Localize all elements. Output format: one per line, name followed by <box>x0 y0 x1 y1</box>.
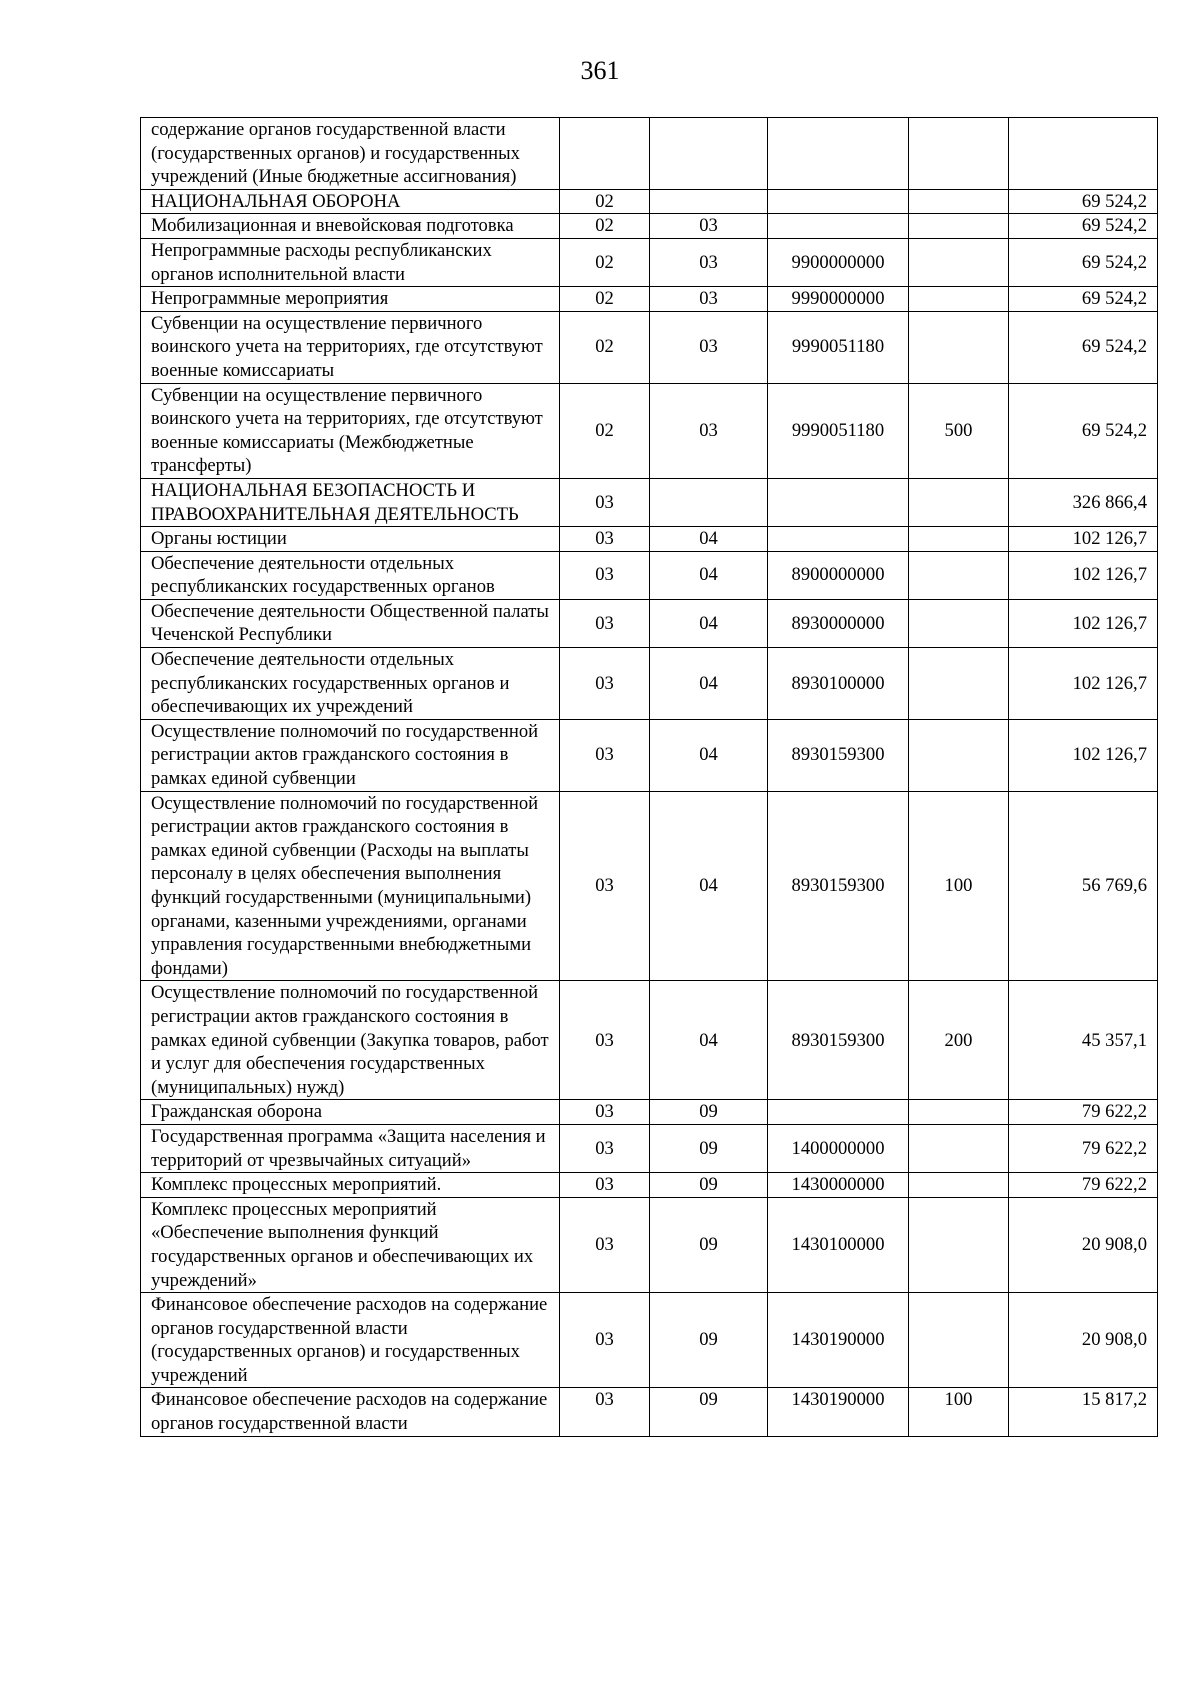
table-row <box>141 238 1158 286</box>
table-row <box>141 599 1158 647</box>
target-article-cell: 8930000000 <box>768 599 909 647</box>
subsection-code-cell <box>650 478 768 526</box>
target-article-cell <box>768 1100 909 1125</box>
target-article-cell: 1430190000 <box>768 1293 909 1388</box>
item-name-cell: Непрограммные мероприятия <box>141 287 560 312</box>
expense-type-cell <box>909 287 1009 312</box>
item-name-cell: НАЦИОНАЛЬНАЯ БЕЗОПАСНОСТЬ И ПРАВООХРАНИТЕЛЬНАЯ ДЕЯТЕЛЬНОСТЬ <box>141 478 560 526</box>
expense-type-cell <box>909 311 1009 383</box>
section-code-cell: 03 <box>560 719 650 791</box>
subsection-code-cell: 03 <box>650 238 768 286</box>
table-row <box>141 1293 1158 1388</box>
section-code-cell: 03 <box>560 599 650 647</box>
amount-cell: 102 126,7 <box>1009 719 1158 791</box>
subsection-code-cell <box>650 189 768 214</box>
item-name-cell: Государственная программа «Защита населения и территорий от чрезвычайных ситуаций» <box>141 1124 560 1172</box>
table-row <box>141 478 1158 526</box>
section-code-cell: 03 <box>560 1197 650 1292</box>
subsection-code-cell: 03 <box>650 311 768 383</box>
target-article-cell: 8930159300 <box>768 719 909 791</box>
subsection-code-cell: 03 <box>650 383 768 478</box>
table-row <box>141 1173 1158 1198</box>
subsection-code-cell: 09 <box>650 1173 768 1198</box>
expense-type-cell <box>909 648 1009 720</box>
table-row <box>141 981 1158 1100</box>
amount-cell: 69 524,2 <box>1009 214 1158 239</box>
expense-type-cell <box>909 1124 1009 1172</box>
expense-type-cell: 100 <box>909 791 1009 981</box>
item-name-cell: Осуществление полномочий по государственной регистрации актов гражданского состояния в рамках единой субвенции <box>141 719 560 791</box>
subsection-code-cell: 04 <box>650 551 768 599</box>
amount-cell: 102 126,7 <box>1009 648 1158 720</box>
expense-type-cell <box>909 478 1009 526</box>
amount-cell: 69 524,2 <box>1009 383 1158 478</box>
target-article-cell: 9900000000 <box>768 238 909 286</box>
subsection-code-cell: 03 <box>650 214 768 239</box>
section-code-cell: 03 <box>560 1293 650 1388</box>
expense-type-cell: 200 <box>909 981 1009 1100</box>
item-name-cell: Гражданская оборона <box>141 1100 560 1125</box>
subsection-code-cell: 04 <box>650 527 768 552</box>
expense-type-cell <box>909 527 1009 552</box>
section-code-cell: 03 <box>560 648 650 720</box>
expense-type-cell <box>909 189 1009 214</box>
item-name-cell: Комплекс процессных мероприятий «Обеспечение выполнения функций государственных органов и обеспечивающих их учреждений» <box>141 1197 560 1292</box>
expense-type-cell <box>909 719 1009 791</box>
section-code-cell <box>560 118 650 190</box>
item-name-cell: Осуществление полномочий по государственной регистрации актов гражданского состояния в рамках единой субвенции (Закупка товаров, работ и услуг для обеспечения государственных (муниципальных) нужд) <box>141 981 560 1100</box>
budget-table <box>140 117 1158 1437</box>
expense-type-cell <box>909 1173 1009 1198</box>
target-article-cell <box>768 214 909 239</box>
expense-type-cell: 100 <box>909 1388 1009 1436</box>
target-article-cell: 8900000000 <box>768 551 909 599</box>
item-name-cell: Мобилизационная и вневойсковая подготовка <box>141 214 560 239</box>
amount-cell: 20 908,0 <box>1009 1197 1158 1292</box>
item-name-cell: Комплекс процессных мероприятий. <box>141 1173 560 1198</box>
target-article-cell: 1400000000 <box>768 1124 909 1172</box>
item-name-cell: Обеспечение деятельности отдельных республиканских государственных органов и обеспечивающих их учреждений <box>141 648 560 720</box>
section-code-cell: 03 <box>560 1100 650 1125</box>
amount-cell <box>1009 118 1158 190</box>
table-row <box>141 527 1158 552</box>
item-name-cell: Осуществление полномочий по государственной регистрации актов гражданского состояния в рамках единой субвенции (Расходы на выплаты персоналу в целях обеспечения выполнения функций государственными (муниципальными) органами, казенными учреждениями, органами управления государственными внебюджетными фондами) <box>141 791 560 981</box>
section-code-cell: 03 <box>560 478 650 526</box>
subsection-code-cell: 04 <box>650 648 768 720</box>
expense-type-cell <box>909 1197 1009 1292</box>
expense-type-cell <box>909 551 1009 599</box>
item-name-cell: Финансовое обеспечение расходов на содержание органов государственной власти (государственных органов) и государственных учреждений <box>141 1293 560 1388</box>
page-number: 361 <box>580 56 620 85</box>
section-code-cell: 02 <box>560 383 650 478</box>
subsection-code-cell: 03 <box>650 287 768 312</box>
table-row <box>141 1124 1158 1172</box>
target-article-cell: 8930159300 <box>768 981 909 1100</box>
item-name-cell: НАЦИОНАЛЬНАЯ ОБОРОНА <box>141 189 560 214</box>
expense-type-cell <box>909 1293 1009 1388</box>
section-code-cell: 02 <box>560 238 650 286</box>
amount-cell: 69 524,2 <box>1009 189 1158 214</box>
amount-cell: 20 908,0 <box>1009 1293 1158 1388</box>
section-code-cell: 03 <box>560 1173 650 1198</box>
target-article-cell: 9990051180 <box>768 311 909 383</box>
expense-type-cell <box>909 599 1009 647</box>
target-article-cell: 1430190000 <box>768 1388 909 1436</box>
target-article-cell: 9990000000 <box>768 287 909 312</box>
section-code-cell: 02 <box>560 287 650 312</box>
table-row <box>141 287 1158 312</box>
amount-cell: 326 866,4 <box>1009 478 1158 526</box>
section-code-cell: 02 <box>560 189 650 214</box>
subsection-code-cell: 09 <box>650 1100 768 1125</box>
section-code-cell: 02 <box>560 311 650 383</box>
expense-type-cell <box>909 118 1009 190</box>
subsection-code-cell: 09 <box>650 1388 768 1436</box>
amount-cell: 102 126,7 <box>1009 527 1158 552</box>
target-article-cell <box>768 118 909 190</box>
budget-table-body <box>141 118 1158 1437</box>
amount-cell: 69 524,2 <box>1009 287 1158 312</box>
section-code-cell: 03 <box>560 551 650 599</box>
table-row <box>141 791 1158 981</box>
table-row <box>141 719 1158 791</box>
subsection-code-cell: 09 <box>650 1124 768 1172</box>
amount-cell: 79 622,2 <box>1009 1173 1158 1198</box>
amount-cell: 45 357,1 <box>1009 981 1158 1100</box>
subsection-code-cell <box>650 118 768 190</box>
section-code-cell: 03 <box>560 791 650 981</box>
amount-cell: 56 769,6 <box>1009 791 1158 981</box>
expense-type-cell <box>909 1100 1009 1125</box>
table-row <box>141 648 1158 720</box>
target-article-cell <box>768 527 909 552</box>
subsection-code-cell: 04 <box>650 599 768 647</box>
expense-type-cell: 500 <box>909 383 1009 478</box>
subsection-code-cell: 04 <box>650 791 768 981</box>
section-code-cell: 03 <box>560 527 650 552</box>
table-row <box>141 1388 1158 1436</box>
item-name-cell: Обеспечение деятельности Общественной палаты Чеченской Республики <box>141 599 560 647</box>
expense-type-cell <box>909 214 1009 239</box>
section-code-cell: 02 <box>560 214 650 239</box>
table-row <box>141 1100 1158 1125</box>
amount-cell: 79 622,2 <box>1009 1124 1158 1172</box>
target-article-cell <box>768 189 909 214</box>
section-code-cell: 03 <box>560 1124 650 1172</box>
subsection-code-cell: 04 <box>650 981 768 1100</box>
table-row <box>141 551 1158 599</box>
item-name-cell: Субвенции на осуществление первичного воинского учета на территориях, где отсутствуют военные комиссариаты <box>141 311 560 383</box>
amount-cell: 69 524,2 <box>1009 238 1158 286</box>
target-article-cell: 9990051180 <box>768 383 909 478</box>
item-name-cell: содержание органов государственной власти (государственных органов) и государственных учреждений (Иные бюджетные ассигнования) <box>141 118 560 190</box>
amount-cell: 79 622,2 <box>1009 1100 1158 1125</box>
table-row <box>141 189 1158 214</box>
target-article-cell: 1430000000 <box>768 1173 909 1198</box>
table-row <box>141 118 1158 190</box>
amount-cell: 102 126,7 <box>1009 551 1158 599</box>
target-article-cell: 8930100000 <box>768 648 909 720</box>
target-article-cell: 8930159300 <box>768 791 909 981</box>
item-name-cell: Непрограммные расходы республиканских органов исполнительной власти <box>141 238 560 286</box>
amount-cell: 69 524,2 <box>1009 311 1158 383</box>
item-name-cell: Субвенции на осуществление первичного воинского учета на территориях, где отсутствуют военные комиссариаты (Межбюджетные трансферты) <box>141 383 560 478</box>
expense-type-cell <box>909 238 1009 286</box>
amount-cell: 102 126,7 <box>1009 599 1158 647</box>
item-name-cell: Обеспечение деятельности отдельных республиканских государственных органов <box>141 551 560 599</box>
table-row <box>141 383 1158 478</box>
section-code-cell: 03 <box>560 1388 650 1436</box>
subsection-code-cell: 09 <box>650 1197 768 1292</box>
table-row <box>141 1197 1158 1292</box>
item-name-cell: Финансовое обеспечение расходов на содержание органов государственной власти <box>141 1388 560 1436</box>
target-article-cell <box>768 478 909 526</box>
table-row <box>141 214 1158 239</box>
table-row <box>141 311 1158 383</box>
amount-cell: 15 817,2 <box>1009 1388 1158 1436</box>
subsection-code-cell: 04 <box>650 719 768 791</box>
section-code-cell: 03 <box>560 981 650 1100</box>
item-name-cell: Органы юстиции <box>141 527 560 552</box>
target-article-cell: 1430100000 <box>768 1197 909 1292</box>
subsection-code-cell: 09 <box>650 1293 768 1388</box>
